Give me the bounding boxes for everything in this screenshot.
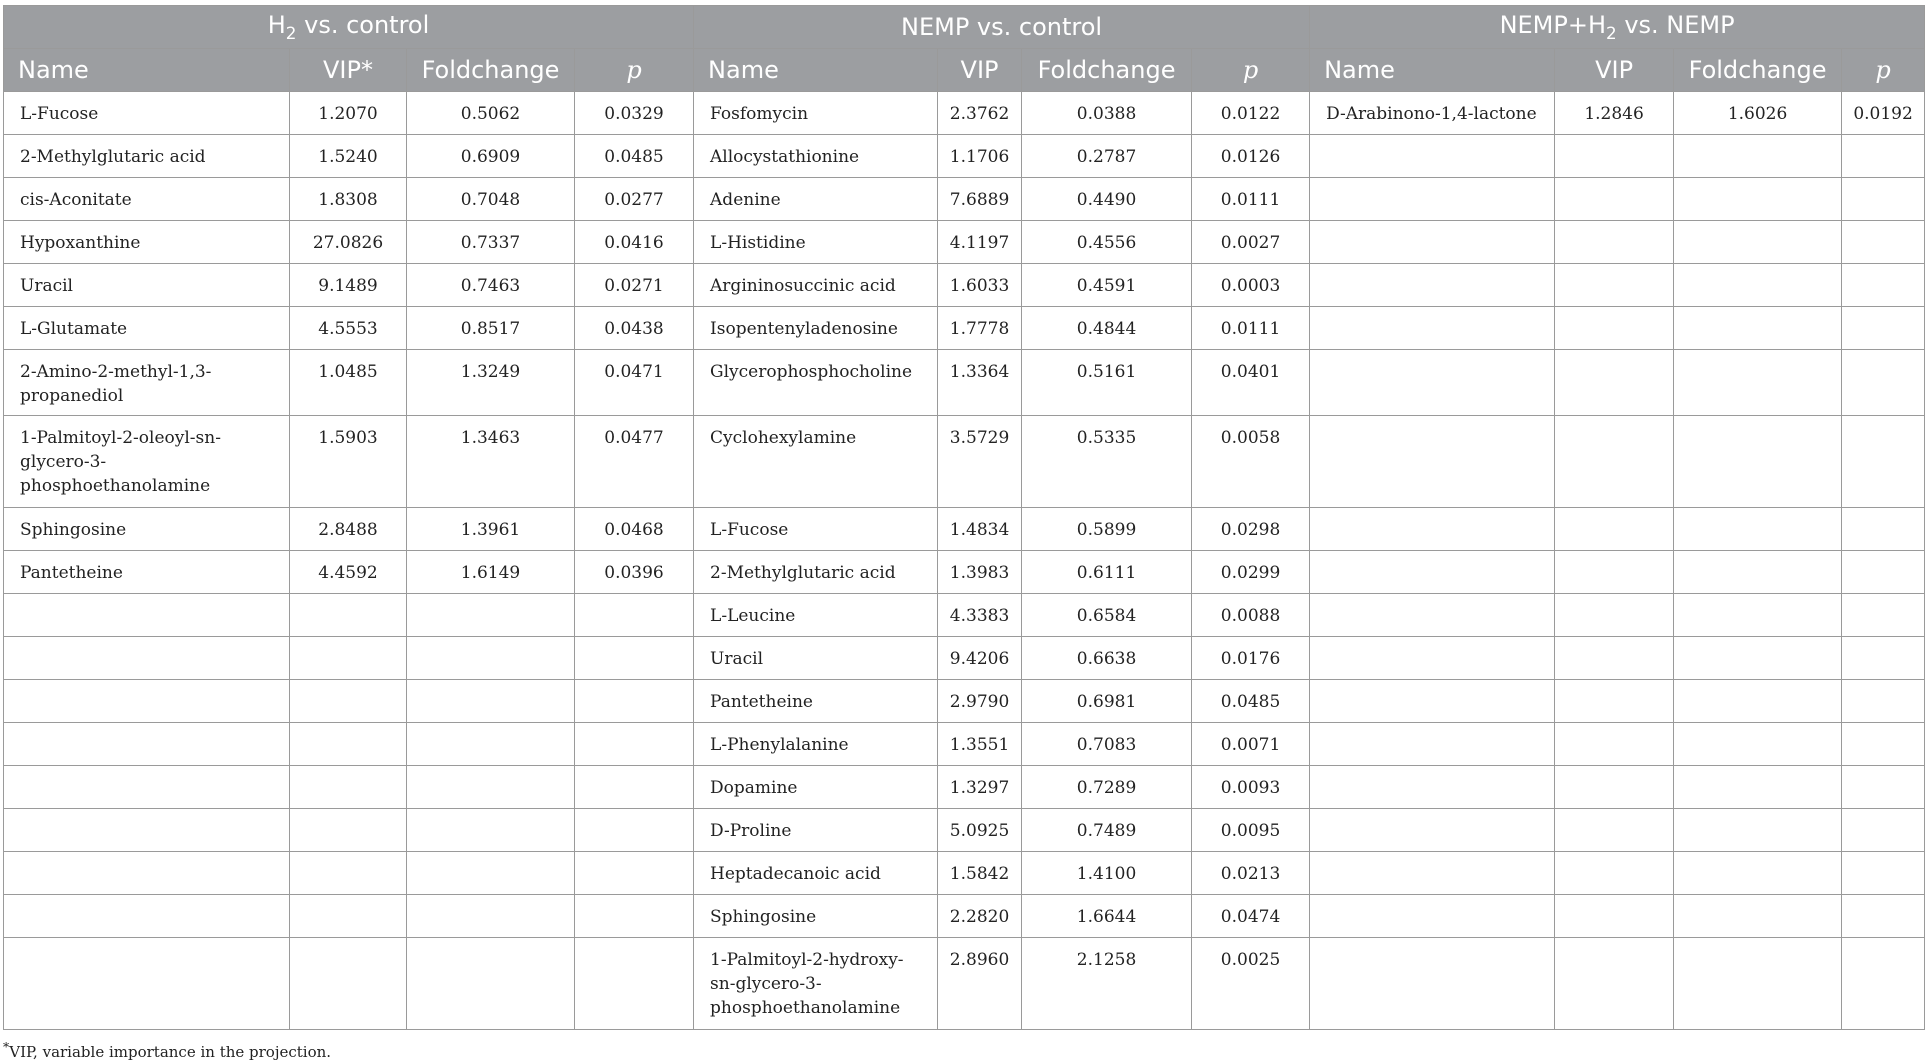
cell-foldchange: 1.3463 (407, 416, 575, 508)
cell-name (1310, 135, 1555, 178)
cell-foldchange: 0.7048 (407, 178, 575, 221)
table-row (4, 766, 1925, 809)
cell-foldchange (1674, 637, 1842, 680)
cell-foldchange: 0.7463 (407, 264, 575, 307)
cell-vip (1555, 637, 1674, 680)
cell-p (1842, 766, 1925, 809)
cell-p: 0.0277 (575, 178, 694, 221)
column-header-name: Name (4, 49, 290, 92)
cell-name (1310, 221, 1555, 264)
cell-vip (290, 637, 407, 680)
cell-name: Cyclohexylamine (694, 416, 938, 508)
table-row (4, 551, 1925, 594)
cell-p: 0.0468 (575, 508, 694, 551)
cell-p: 0.0213 (1192, 852, 1310, 895)
cell-foldchange (407, 637, 575, 680)
cell-name: 2-Methylglutaric acid (694, 551, 938, 594)
cell-p (1842, 135, 1925, 178)
cell-name (4, 766, 290, 809)
cell-vip: 1.3364 (938, 350, 1022, 416)
cell-p: 0.0111 (1192, 178, 1310, 221)
cell-name: 2-Methylglutaric acid (4, 135, 290, 178)
cell-name: Hypoxanthine (4, 221, 290, 264)
cell-foldchange: 0.7337 (407, 221, 575, 264)
cell-vip: 2.3762 (938, 92, 1022, 135)
cell-foldchange: 0.6111 (1022, 551, 1192, 594)
table-container (3, 5, 1924, 1030)
cell-p: 0.0058 (1192, 416, 1310, 508)
cell-foldchange (407, 766, 575, 809)
cell-name (1310, 723, 1555, 766)
cell-vip: 5.0925 (938, 809, 1022, 852)
cell-name: L-Fucose (4, 92, 290, 135)
table-row (4, 637, 1925, 680)
cell-vip: 9.1489 (290, 264, 407, 307)
cell-foldchange (407, 809, 575, 852)
column-header-foldchange: Foldchange (1022, 49, 1192, 92)
cell-vip (1555, 852, 1674, 895)
cell-vip: 1.2846 (1555, 92, 1674, 135)
table-row (4, 221, 1925, 264)
cell-p (575, 766, 694, 809)
cell-name: 2-Amino-2-methyl-1,3-propanediol (4, 350, 290, 416)
metabolite-table (3, 5, 1925, 1030)
cell-foldchange (1674, 594, 1842, 637)
cell-name (1310, 350, 1555, 416)
cell-vip (290, 809, 407, 852)
cell-vip: 1.0485 (290, 350, 407, 416)
cell-vip: 2.2820 (938, 895, 1022, 938)
cell-name: L-Leucine (694, 594, 938, 637)
table-row (4, 723, 1925, 766)
group-title-suffix: vs. NEMP (1616, 11, 1735, 40)
cell-p: 0.0003 (1192, 264, 1310, 307)
cell-name: L-Phenylalanine (694, 723, 938, 766)
cell-vip: 1.1706 (938, 135, 1022, 178)
cell-name: D-Proline (694, 809, 938, 852)
cell-name: Adenine (694, 178, 938, 221)
cell-foldchange: 1.6149 (407, 551, 575, 594)
cell-vip: 1.6033 (938, 264, 1022, 307)
cell-foldchange: 2.1258 (1022, 938, 1192, 1030)
cell-p (1842, 307, 1925, 350)
cell-vip: 1.4834 (938, 508, 1022, 551)
cell-vip (290, 895, 407, 938)
cell-foldchange: 0.6638 (1022, 637, 1192, 680)
cell-foldchange: 0.6909 (407, 135, 575, 178)
table-row (4, 594, 1925, 637)
cell-p: 0.0027 (1192, 221, 1310, 264)
cell-vip (1555, 416, 1674, 508)
table-row (4, 895, 1925, 938)
cell-name: Dopamine (694, 766, 938, 809)
cell-p (575, 637, 694, 680)
cell-vip (1555, 594, 1674, 637)
cell-name: Argininosuccinic acid (694, 264, 938, 307)
table-row (4, 178, 1925, 221)
cell-p (1842, 178, 1925, 221)
column-header-row (4, 49, 1925, 92)
cell-name (1310, 178, 1555, 221)
column-header-name: Name (694, 49, 938, 92)
cell-foldchange (1674, 264, 1842, 307)
cell-p: 0.0071 (1192, 723, 1310, 766)
cell-p (575, 809, 694, 852)
table-row (4, 852, 1925, 895)
cell-p: 0.0416 (575, 221, 694, 264)
cell-p: 0.0111 (1192, 307, 1310, 350)
cell-foldchange (1674, 350, 1842, 416)
cell-name (4, 809, 290, 852)
cell-foldchange: 0.7489 (1022, 809, 1192, 852)
cell-p: 0.0025 (1192, 938, 1310, 1030)
table-body (4, 92, 1925, 1030)
cell-foldchange (1674, 135, 1842, 178)
cell-vip: 7.6889 (938, 178, 1022, 221)
cell-vip (290, 594, 407, 637)
cell-p: 0.0176 (1192, 637, 1310, 680)
cell-foldchange: 0.4490 (1022, 178, 1192, 221)
cell-vip (290, 723, 407, 766)
cell-vip (1555, 809, 1674, 852)
cell-foldchange: 1.6026 (1674, 92, 1842, 135)
cell-foldchange (1674, 809, 1842, 852)
cell-vip: 1.5240 (290, 135, 407, 178)
table-row (4, 135, 1925, 178)
group-title-subscript: 2 (285, 22, 297, 43)
cell-vip (290, 938, 407, 1030)
cell-p: 0.0438 (575, 307, 694, 350)
cell-name (4, 938, 290, 1030)
cell-foldchange (1674, 307, 1842, 350)
group-header-nemp-vs-control (694, 6, 1310, 49)
cell-p (1842, 852, 1925, 895)
cell-p: 0.0485 (575, 135, 694, 178)
group-title: NEMP vs. control (901, 13, 1103, 41)
cell-vip: 1.2070 (290, 92, 407, 135)
cell-foldchange (407, 680, 575, 723)
footnote-marker: * (3, 1039, 10, 1054)
cell-name: Isopentenyladenosine (694, 307, 938, 350)
cell-foldchange: 1.3249 (407, 350, 575, 416)
cell-foldchange (1674, 680, 1842, 723)
cell-name (1310, 594, 1555, 637)
cell-vip: 4.3383 (938, 594, 1022, 637)
cell-name (4, 852, 290, 895)
table-row (4, 416, 1925, 508)
cell-p: 0.0485 (1192, 680, 1310, 723)
cell-vip: 4.1197 (938, 221, 1022, 264)
table-row (4, 350, 1925, 416)
cell-foldchange: 0.5899 (1022, 508, 1192, 551)
cell-foldchange: 1.3961 (407, 508, 575, 551)
cell-foldchange (1674, 508, 1842, 551)
cell-foldchange: 0.4591 (1022, 264, 1192, 307)
footnote (3, 1039, 331, 1061)
group-title-subscript: 2 (1606, 22, 1617, 43)
cell-name (1310, 809, 1555, 852)
table-row (4, 92, 1925, 135)
cell-name: Heptadecanoic acid (694, 852, 938, 895)
cell-foldchange: 0.6584 (1022, 594, 1192, 637)
table-row (4, 264, 1925, 307)
cell-p (1842, 508, 1925, 551)
cell-name (1310, 307, 1555, 350)
cell-vip (1555, 680, 1674, 723)
footnote-text: VIP, variable importance in the projection. (9, 1043, 332, 1061)
group-title-suffix: vs. control (296, 11, 430, 40)
cell-foldchange: 1.4100 (1022, 852, 1192, 895)
cell-foldchange: 0.5062 (407, 92, 575, 135)
cell-p: 0.0192 (1842, 92, 1925, 135)
cell-foldchange (407, 723, 575, 766)
cell-vip: 1.3551 (938, 723, 1022, 766)
cell-vip: 4.4592 (290, 551, 407, 594)
table-row (4, 307, 1925, 350)
cell-vip: 27.0826 (290, 221, 407, 264)
cell-p (1842, 416, 1925, 508)
column-header-vip: VIP (938, 49, 1022, 92)
cell-foldchange (407, 938, 575, 1030)
cell-foldchange (1674, 178, 1842, 221)
cell-name (1310, 766, 1555, 809)
column-header-vip: VIP* (290, 49, 407, 92)
cell-p: 0.0095 (1192, 809, 1310, 852)
cell-name: Pantetheine (694, 680, 938, 723)
cell-foldchange (1674, 551, 1842, 594)
cell-name (1310, 938, 1555, 1030)
table-row (4, 809, 1925, 852)
cell-name (1310, 416, 1555, 508)
cell-vip (290, 852, 407, 895)
cell-vip: 1.3297 (938, 766, 1022, 809)
cell-p (575, 852, 694, 895)
cell-name (1310, 551, 1555, 594)
cell-name: Fosfomycin (694, 92, 938, 135)
cell-name: Pantetheine (4, 551, 290, 594)
cell-vip (1555, 895, 1674, 938)
cell-p (1842, 221, 1925, 264)
cell-name: Allocystathionine (694, 135, 938, 178)
cell-vip (290, 766, 407, 809)
cell-name (1310, 508, 1555, 551)
cell-name: L-Fucose (694, 508, 938, 551)
cell-vip: 4.5553 (290, 307, 407, 350)
group-title: H (267, 11, 286, 40)
cell-p (575, 938, 694, 1030)
cell-name: 1-Palmitoyl-2-oleoyl-sn-glycero-3-phosphoethanolamine (4, 416, 290, 508)
cell-foldchange (1674, 221, 1842, 264)
cell-vip: 1.5842 (938, 852, 1022, 895)
cell-name (1310, 895, 1555, 938)
cell-vip: 1.5903 (290, 416, 407, 508)
cell-p (1842, 723, 1925, 766)
cell-foldchange (407, 895, 575, 938)
cell-p: 0.0474 (1192, 895, 1310, 938)
cell-foldchange: 0.6981 (1022, 680, 1192, 723)
cell-vip: 3.5729 (938, 416, 1022, 508)
cell-name (4, 723, 290, 766)
cell-foldchange: 0.7289 (1022, 766, 1192, 809)
cell-p: 0.0126 (1192, 135, 1310, 178)
cell-vip (1555, 551, 1674, 594)
cell-p: 0.0329 (575, 92, 694, 135)
cell-vip: 2.8960 (938, 938, 1022, 1030)
cell-p: 0.0396 (575, 551, 694, 594)
cell-p (575, 594, 694, 637)
cell-p: 0.0271 (575, 264, 694, 307)
cell-name (1310, 680, 1555, 723)
cell-vip (1555, 135, 1674, 178)
cell-foldchange: 0.0388 (1022, 92, 1192, 135)
group-header-row (4, 6, 1925, 49)
group-header-nemp-h2-vs-nemp (1310, 6, 1925, 49)
table-row (4, 680, 1925, 723)
cell-foldchange (1674, 895, 1842, 938)
cell-name (4, 680, 290, 723)
table-row (4, 938, 1925, 1030)
cell-foldchange (1674, 938, 1842, 1030)
column-header-name: Name (1310, 49, 1555, 92)
cell-name: cis-Aconitate (4, 178, 290, 221)
cell-p (1842, 680, 1925, 723)
cell-p (575, 895, 694, 938)
cell-name: Sphingosine (4, 508, 290, 551)
cell-vip: 1.7778 (938, 307, 1022, 350)
cell-p: 0.0298 (1192, 508, 1310, 551)
cell-name: Uracil (694, 637, 938, 680)
cell-foldchange (1674, 723, 1842, 766)
table-row (4, 508, 1925, 551)
group-title: NEMP+H (1499, 11, 1607, 40)
cell-vip: 2.8488 (290, 508, 407, 551)
cell-vip (1555, 766, 1674, 809)
cell-vip (1555, 350, 1674, 416)
cell-p (1842, 350, 1925, 416)
cell-foldchange: 0.4844 (1022, 307, 1192, 350)
cell-vip (1555, 307, 1674, 350)
cell-foldchange: 0.7083 (1022, 723, 1192, 766)
cell-foldchange: 0.5335 (1022, 416, 1192, 508)
cell-p: 0.0477 (575, 416, 694, 508)
cell-vip (1555, 264, 1674, 307)
column-header-foldchange: Foldchange (407, 49, 575, 92)
cell-p (1842, 264, 1925, 307)
cell-name (1310, 852, 1555, 895)
cell-foldchange: 0.4556 (1022, 221, 1192, 264)
cell-p (575, 680, 694, 723)
cell-vip (1555, 178, 1674, 221)
cell-vip: 2.9790 (938, 680, 1022, 723)
cell-name: 1-Palmitoyl-2-hydroxy-sn-glycero-3-phosphoethanolamine (694, 938, 938, 1030)
cell-p (1842, 895, 1925, 938)
cell-p: 0.0122 (1192, 92, 1310, 135)
cell-name: D-Arabinono-1,4-lactone (1310, 92, 1555, 135)
cell-foldchange: 1.6644 (1022, 895, 1192, 938)
cell-p: 0.0093 (1192, 766, 1310, 809)
cell-p (1842, 551, 1925, 594)
cell-name (1310, 637, 1555, 680)
cell-vip (1555, 508, 1674, 551)
cell-name: Sphingosine (694, 895, 938, 938)
cell-foldchange (407, 852, 575, 895)
cell-p (575, 723, 694, 766)
cell-name (4, 637, 290, 680)
cell-vip: 1.3983 (938, 551, 1022, 594)
cell-foldchange (1674, 766, 1842, 809)
column-header-p: p (1192, 49, 1310, 92)
cell-name: L-Histidine (694, 221, 938, 264)
cell-name (1310, 264, 1555, 307)
cell-foldchange (1674, 852, 1842, 895)
cell-name: L-Glutamate (4, 307, 290, 350)
cell-foldchange (1674, 416, 1842, 508)
cell-p: 0.0088 (1192, 594, 1310, 637)
cell-p (1842, 594, 1925, 637)
cell-foldchange: 0.5161 (1022, 350, 1192, 416)
column-header-p: p (575, 49, 694, 92)
cell-vip: 9.4206 (938, 637, 1022, 680)
cell-name: Uracil (4, 264, 290, 307)
cell-p: 0.0401 (1192, 350, 1310, 416)
cell-name (4, 594, 290, 637)
cell-vip (1555, 723, 1674, 766)
column-header-foldchange: Foldchange (1674, 49, 1842, 92)
cell-p: 0.0299 (1192, 551, 1310, 594)
column-header-vip: VIP (1555, 49, 1674, 92)
cell-foldchange (407, 594, 575, 637)
cell-vip (1555, 938, 1674, 1030)
cell-p: 0.0471 (575, 350, 694, 416)
column-header-p: p (1842, 49, 1925, 92)
cell-vip: 1.8308 (290, 178, 407, 221)
cell-p (1842, 809, 1925, 852)
cell-name: Glycerophosphocholine (694, 350, 938, 416)
cell-foldchange: 0.2787 (1022, 135, 1192, 178)
group-header-h2-vs-control (4, 6, 694, 49)
cell-name (4, 895, 290, 938)
cell-p (1842, 637, 1925, 680)
cell-vip (290, 680, 407, 723)
cell-p (1842, 938, 1925, 1030)
cell-foldchange: 0.8517 (407, 307, 575, 350)
cell-vip (1555, 221, 1674, 264)
